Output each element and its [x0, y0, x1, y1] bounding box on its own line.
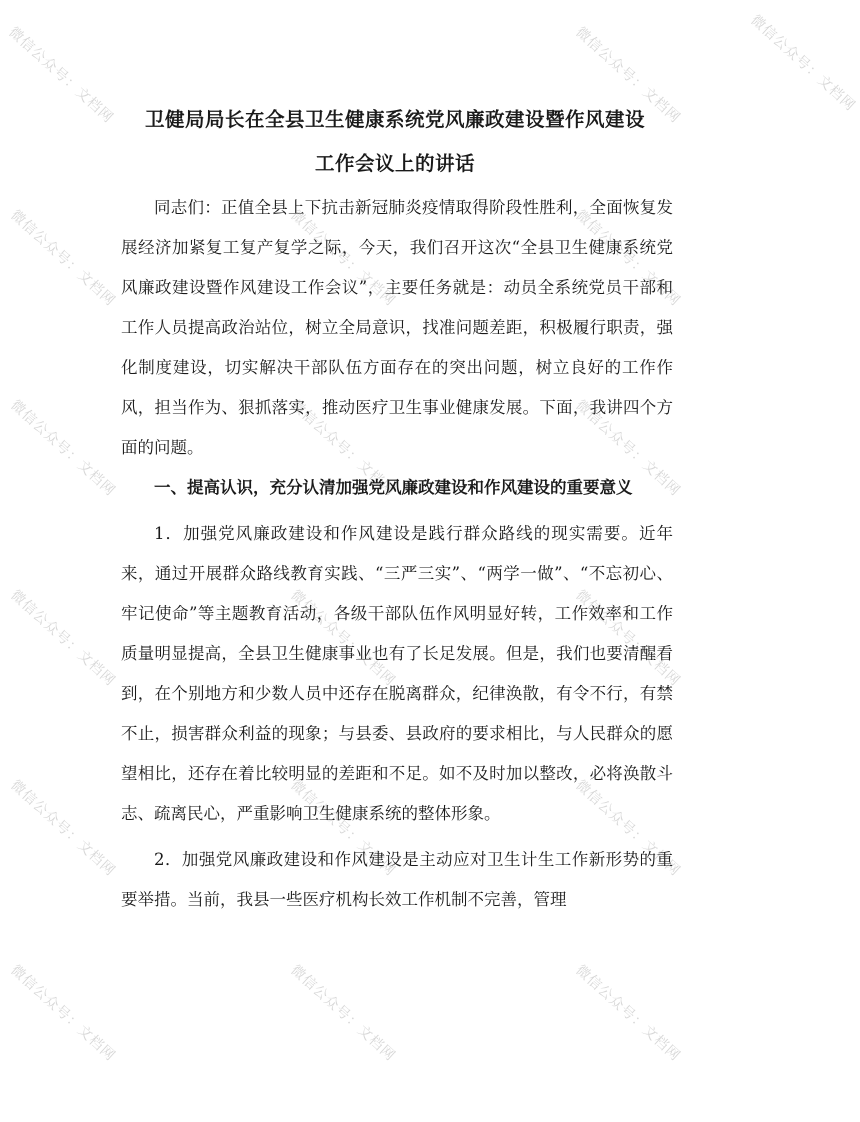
watermark: 微信公众号：文档网: [747, 12, 859, 115]
document-title-line-2: 工作会议上的讲话: [314, 152, 475, 175]
watermark: 微信公众号：文档网: [7, 207, 119, 310]
watermark: 微信公众号：文档网: [7, 587, 119, 690]
watermark: 微信公众号：文档网: [572, 397, 684, 500]
watermark: 微信公众号：文档网: [572, 777, 684, 880]
watermark: 微信公众号：文档网: [572, 962, 684, 1065]
watermark: 微信公众号：文档网: [287, 587, 399, 690]
document-title-line-1: 卫健局局长在全县卫生健康系统党风廉政建设暨作风建设: [144, 108, 645, 131]
watermark: 微信公众号：文档网: [572, 24, 684, 127]
watermark: 微信公众号：文档网: [287, 397, 399, 500]
paragraph-point-1: 1．加强党风廉政建设和作风建设是践行群众路线的现实需要。近年来，通过开展群众路线教育实践、“三严三实”、“两学一做”、“不忘初心、牢记使命”等主题教育活动，各级干部队伍作风明显好转，工作效率和工作质量明显提高，全县卫生健康事业也有了长足发展。但是，我们也要清醒看到，在个别地方和少数人员中还存在脱离群众，纪律涣散，有令不行，有禁不止，损害群众利益的现象；与县委、县政府的要求相比，与人民群众的愿望相比，还存在着比较明显的差距和不足。如不及时加以整改，必将涣散斗志、疏离民心，严重影响卫生健康系统的整体形象。: [121, 524, 673, 823]
watermark: 微信公众号：文档网: [7, 397, 119, 500]
section-heading-1: 一、提高认识，充分认清加强党风廉政建设和作风建设的重要意义: [154, 478, 633, 497]
watermark: 微信公众号：文档网: [7, 777, 119, 880]
watermark: 微信公众号：文档网: [7, 962, 119, 1065]
watermark: 微信公众号：文档网: [287, 962, 399, 1065]
watermark: 微信公众号：文档网: [287, 207, 399, 310]
document-body: [121, 188, 673, 920]
watermark: 微信公众号：文档网: [572, 587, 684, 690]
watermark: 微信公众号：文档网: [572, 207, 684, 310]
paragraph-intro: 同志们：正值全县上下抗击新冠肺炎疫情取得阶段性胜利，全面恢复发展经济加紧复工复产复学之际，今天，我们召开这次“全县卫生健康系统党风廉政建设暨作风建设工作会议”，主要任务就是：动员全系统党员干部和工作人员提高政治站位，树立全局意识，找准问题差距，积极履行职责，强化制度建设，切实解决干部队伍方面存在的突出问题，树立良好的工作作风，担当作为、狠抓落实，推动医疗卫生事业健康发展。下面，我讲四个方面的问题。: [121, 198, 673, 457]
watermark: 微信公众号：文档网: [287, 777, 399, 880]
watermark: 微信公众号：文档网: [5, 24, 117, 127]
paragraph-point-2: 2．加强党风廉政建设和作风建设是主动应对卫生计生工作新形势的重要举措。当前，我县一些医疗机构长效工作机制不完善，管理: [121, 850, 673, 909]
